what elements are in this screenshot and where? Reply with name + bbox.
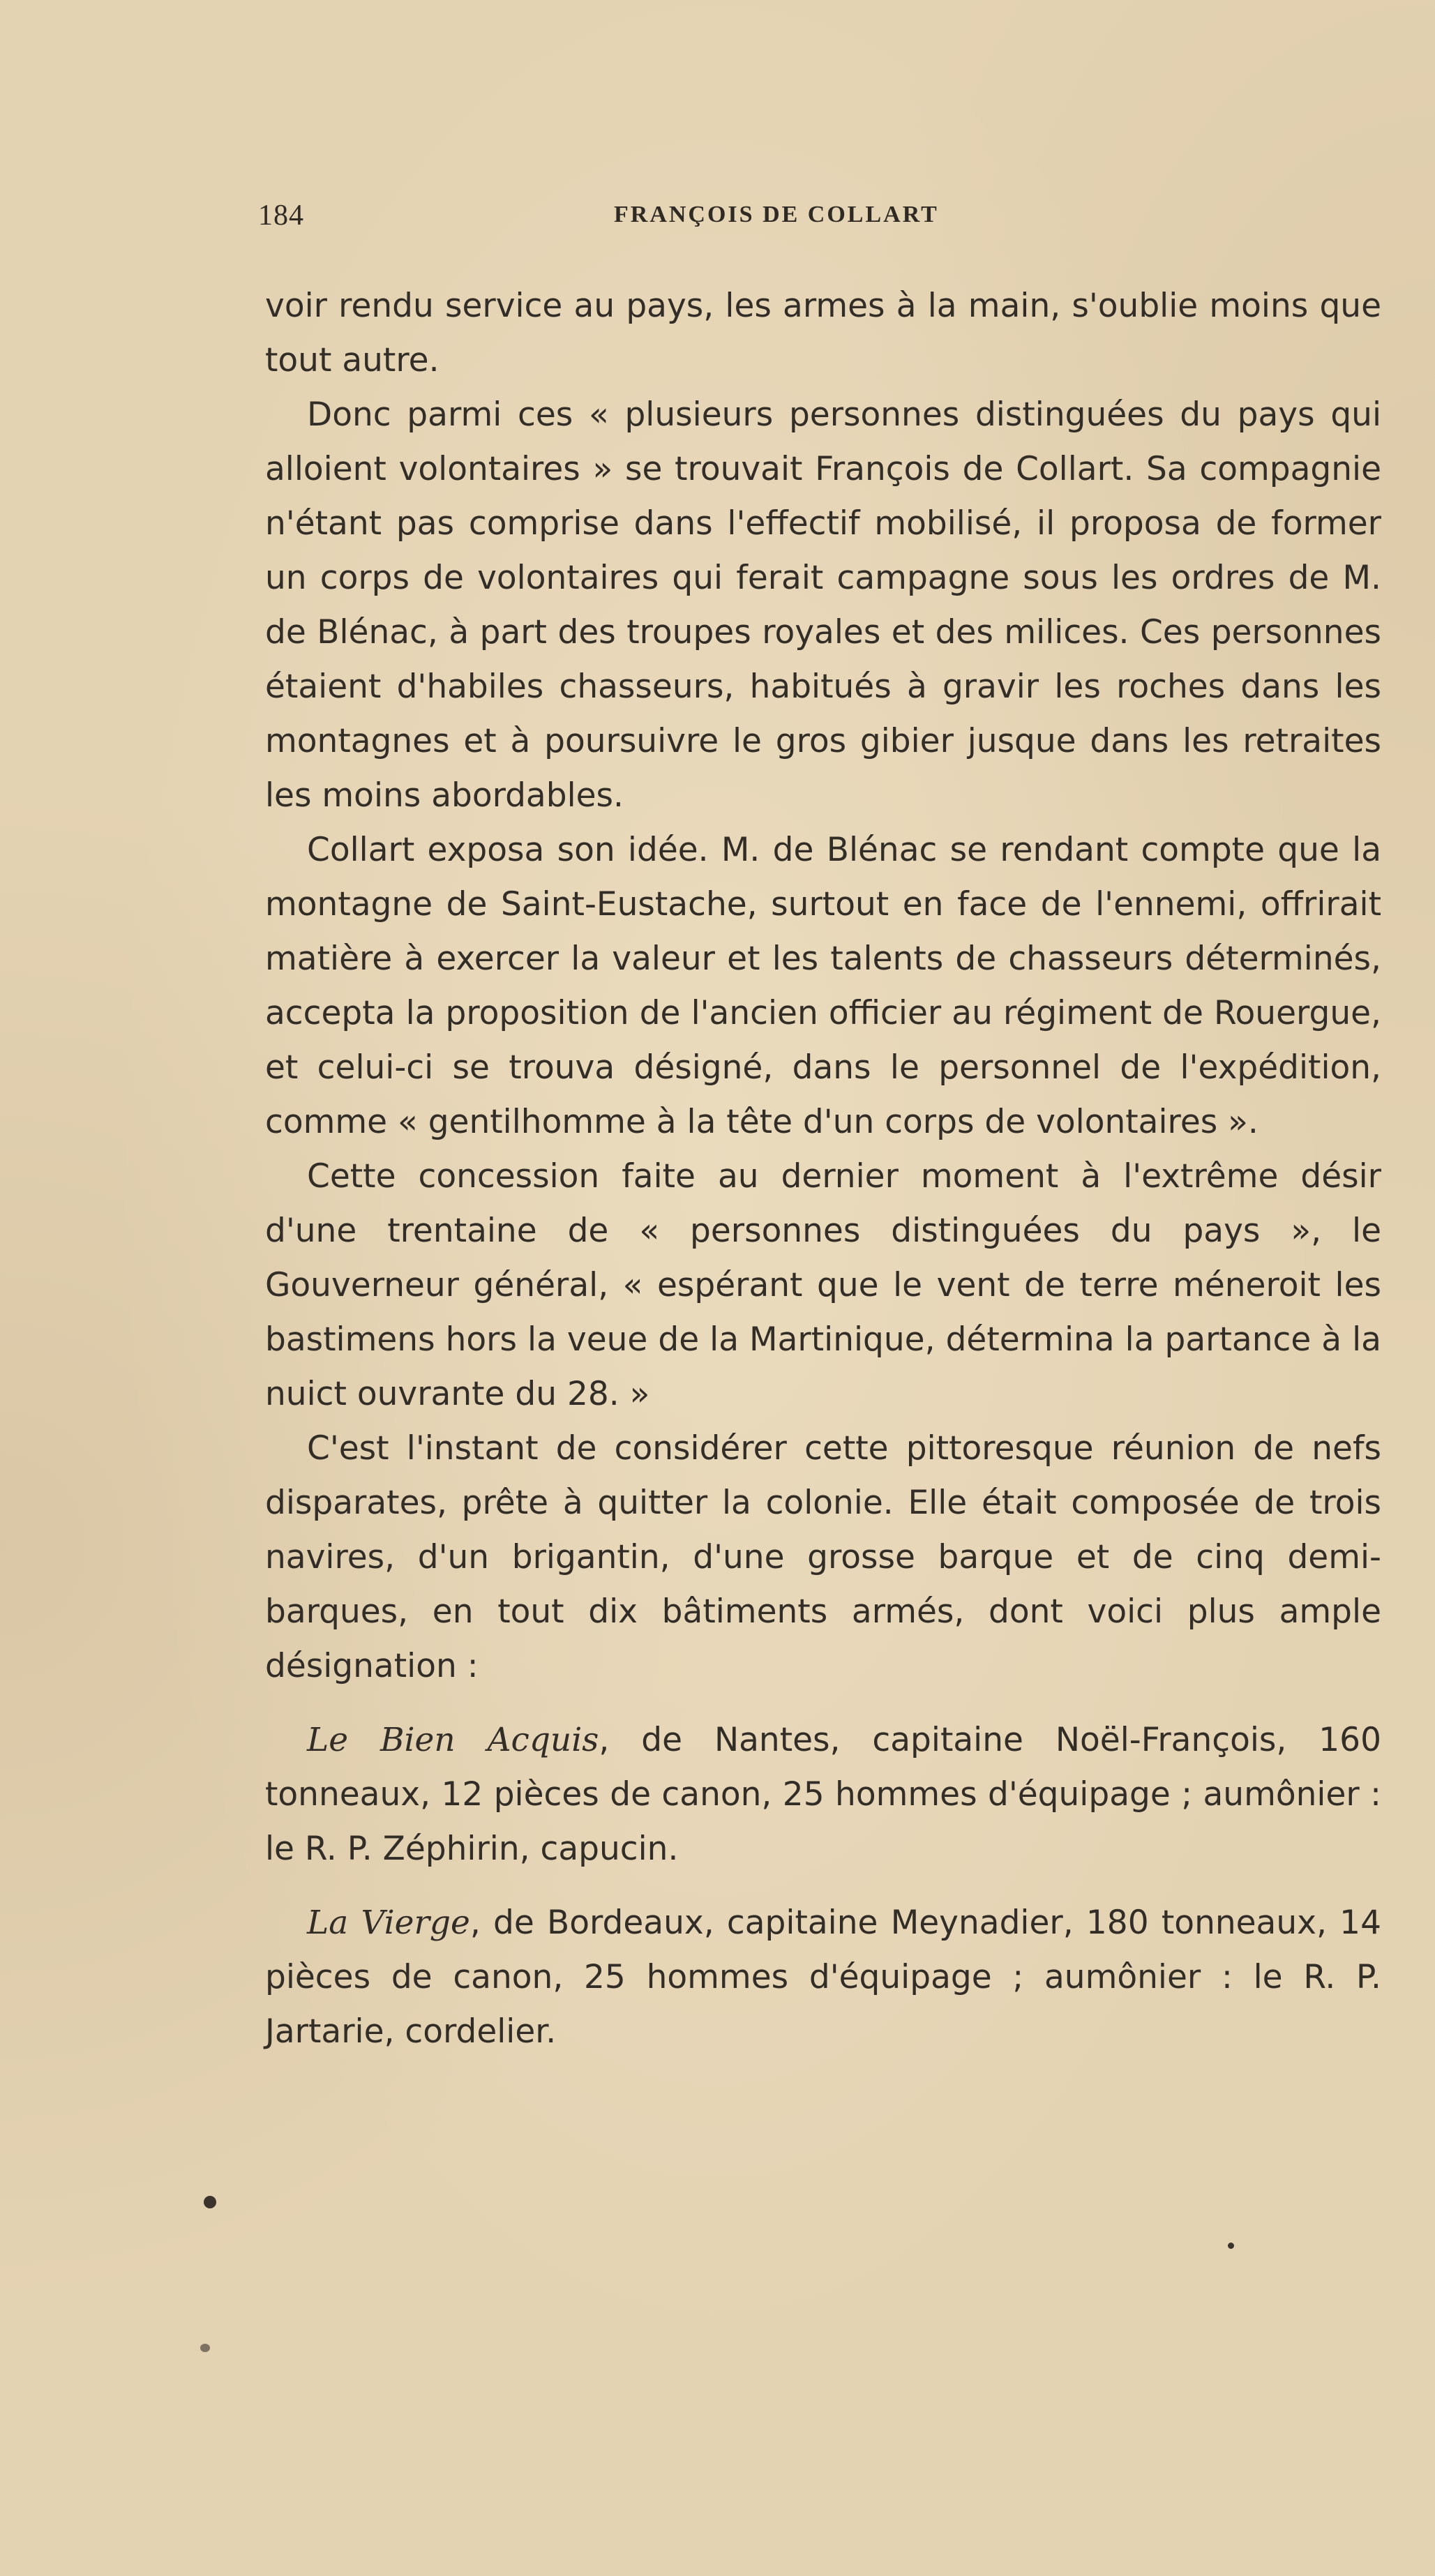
ship-details: , de Nantes, capitaine Noël-François, 160 tonneaux, 12 pièces de canon, 25 hommes d'équipage ; aumônier : le R. P. Zéphirin, capucin.	[265, 1721, 1381, 1868]
ink-speck	[1228, 2243, 1234, 2249]
paragraph: Donc parmi ces « plusieurs personnes distinguées du pays qui alloient volontaires » se trouvait François de Collart. Sa compagnie n'étant pas comprise dans l'effectif mobilisé, il proposa de former un corps de volontaires qui ferait campagne sous les ordres de M. de Blénac, à part des troupes royales et des milices. Ces personnes étaient d'habiles chasseurs, habitués à gravir les roches dans les montagnes et à poursuivre le gros gibier jusque dans les retraites les moins abordables.	[265, 396, 1381, 815]
ink-speck	[200, 2344, 210, 2352]
ship-entry	[265, 1896, 1381, 2059]
paragraph: voir rendu service au pays, les armes à la main, s'oublie moins que tout autre.	[265, 287, 1381, 379]
ship-name: La Vierge	[307, 1904, 470, 1942]
paragraph: Collart exposa son idée. M. de Blénac se rendant compte que la montagne de Saint-Eustache, surtout en face de l'ennemi, offrirait matière à exercer la valeur et les talents de chasseurs déterminés, accepta la proposition de l'ancien officier au régiment de Rouergue, et celui-ci se trouva désigné, dans le personnel de l'expédition, comme « gentilhomme à la tête d'un corps de volontaires ».	[265, 831, 1381, 1141]
page-number: 184	[258, 199, 304, 232]
paragraph: Cette concession faite au dernier moment à l'extrême désir d'une trentaine de « personnes distinguées du pays », le Gouverneur général, « espérant que le vent de terre méneroit les bastimens hors la veue de la Martinique, détermina la partance à la nuict ouvrante du 28. »	[265, 1157, 1381, 1413]
paragraph: C'est l'instant de considérer cette pittoresque réunion de nefs disparates, prête à quitter la colonie. Elle était composée de trois navires, d'un brigantin, d'une grosse barque et de cinq demi-barques, en tout dix bâtiments armés, dont voici plus ample désignation :	[265, 1429, 1381, 1685]
page-header	[258, 199, 1430, 234]
ship-name: Le Bien Acquis	[307, 1721, 599, 1759]
ink-speck	[204, 2196, 216, 2208]
running-title: FRANÇOIS DE COLLART	[614, 202, 939, 227]
ship-entry	[265, 1713, 1381, 1876]
ship-details: , de Bordeaux, capitaine Meynadier, 180 tonneaux, 14 pièces de canon, 25 hommes d'équipage ; aumônier : le R. P. Jartarie, cordelier.	[265, 1904, 1381, 2051]
body-text	[265, 279, 1381, 2059]
